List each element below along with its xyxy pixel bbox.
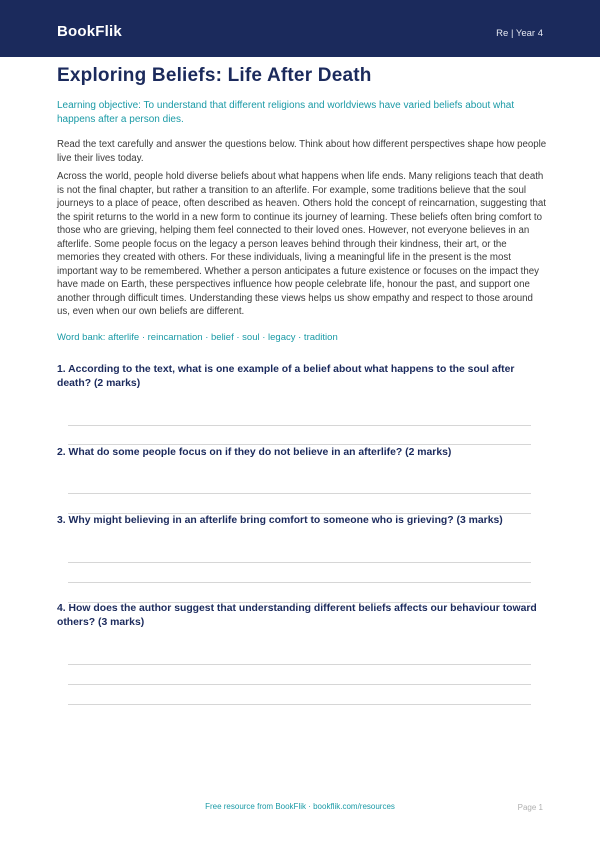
question-3: 3. Why might believing in an afterlife bring comfort to someone who is grieving? (3 marks) (57, 515, 503, 526)
answer-line[interactable] (68, 493, 531, 494)
instructions: Read the text carefully and answer the questions below. Think about how different perspectives shape how people live their lives today. (57, 139, 547, 164)
word-bank: Word bank: afterlife · reincarnation · belief · soul · legacy · tradition (57, 332, 338, 343)
learning-objective: Learning objective: To understand that different religions and worldviews have varied beliefs about what happens after a person dies. (57, 100, 515, 125)
answer-line[interactable] (68, 684, 531, 685)
answer-line[interactable] (68, 582, 531, 583)
question-1: 1. According to the text, what is one example of a belief about what happens to the soul after death? (2 marks) (57, 364, 515, 389)
answer-line[interactable] (68, 664, 531, 665)
footer-resource-link[interactable]: Free resource from BookFlik · bookflik.com/resources (205, 802, 395, 811)
question-4: 4. How does the author suggest that understanding different beliefs affects our behaviour toward others? (3 marks) (57, 603, 537, 628)
header-bar (0, 0, 600, 57)
answer-line[interactable] (68, 425, 531, 426)
page-title: Exploring Beliefs: Life After Death (57, 65, 372, 86)
answer-line[interactable] (68, 562, 531, 563)
answer-line[interactable] (68, 704, 531, 705)
page-number: Page 1 (517, 803, 543, 812)
subject-year-label: Re | Year 4 (496, 28, 543, 39)
answer-line[interactable] (68, 444, 531, 445)
question-2: 2. What do some people focus on if they do not believe in an afterlife? (2 marks) (57, 447, 452, 458)
reading-passage: Across the world, people hold diverse beliefs about what happens when life ends. Many religions teach that death is not the final chapter, but rather a transition to an afterlife. For example, some traditions believe that the soul journeys to a place of peace, often described as heaven. Others hold the concept of reincarnation, suggesting that the spirit returns to the world in a new form to continue its journey of learning. These beliefs often bring comfort to those who are grieving, helping them feel connected to their loved ones. However, not everyone believes in an afterlife. Some people focus on the legacy a person leaves behind through their kindness, their art, or the memories they created with others. For these individuals, living a meaningful life in the present is the most important way to be remembered. Whether a person anticipates a future existence or focuses on the impact they have made on Earth, these perspectives influence how people celebrate life, honour the past, and support one another through difficult times. Understanding these views helps us show empathy and respect to those around us, even when our own beliefs are different. (57, 171, 546, 317)
brand-logo: BookFlik (57, 23, 122, 40)
